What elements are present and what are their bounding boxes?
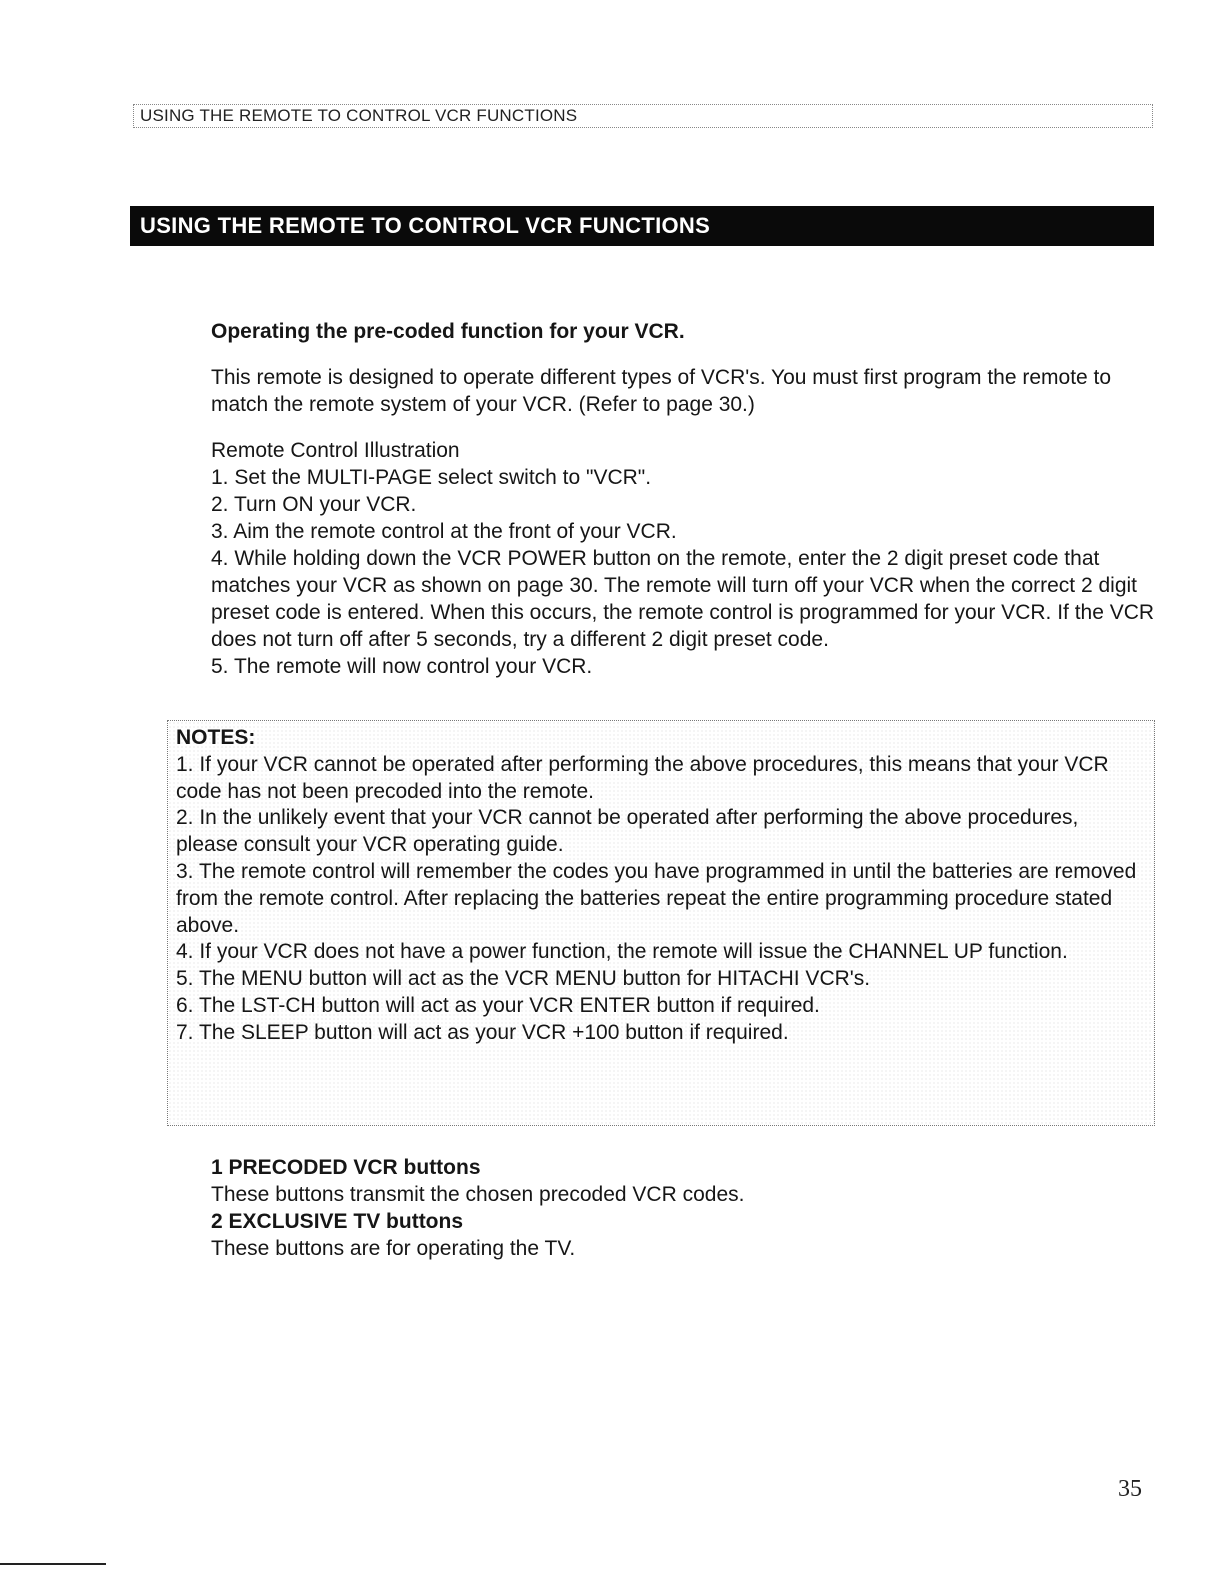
buttons-section <box>211 1154 1161 1262</box>
notes-box <box>167 720 1155 1126</box>
note-item: 1. If your VCR cannot be operated after performing the above procedures, this means that your VCR code has not been precoded into the remote. <box>176 752 1109 803</box>
note-item: 2. In the unlikely event that your VCR cannot be operated after performing the above procedures, please consult your VCR operating guide. <box>176 806 1079 857</box>
step-item: 2. Turn ON your VCR. <box>211 493 417 516</box>
subheading: Operating the pre-coded function for your VCR. <box>211 320 685 343</box>
note-item: 3. The remote control will remember the codes you have programmed in until the batteries are removed from the remote control. After replacing the batteries repeat the entire programming procedure stated above. <box>176 859 1137 937</box>
step-item: 3. Aim the remote control at the front of your VCR. <box>211 520 677 543</box>
note-item: 4. If your VCR does not have a power function, the remote will issue the CHANNEL UP function. <box>176 940 1068 964</box>
step-item: 4. While holding down the VCR POWER button on the remote, enter the 2 digit preset code that matches your VCR as shown on page 30. The remote will turn off your VCR when the correct 2 digit preset code is entered. When this occurs, the remote control is programmed for your VCR. If the VCR does not turn off after 5 seconds, try a different 2 digit preset code. <box>211 547 1155 651</box>
bottom-rule <box>0 1563 106 1565</box>
section-banner: USING THE REMOTE TO CONTROL VCR FUNCTIONS <box>130 206 1154 246</box>
intro-paragraph: This remote is designed to operate different types of VCR's. You must first program the remote to match the remote system of your VCR. (Refer to page 30.) <box>211 366 1112 416</box>
note-item: 5. The MENU button will act as the VCR MENU button for HITACHI VCR's. <box>176 967 871 991</box>
notes-title: NOTES: <box>176 726 256 749</box>
steps-caption: Remote Control Illustration <box>211 439 460 462</box>
step-item: 1. Set the MULTI-PAGE select switch to "VCR". <box>211 466 652 489</box>
precoded-vcr-buttons-description: These buttons transmit the chosen precoded VCR codes. <box>211 1183 745 1206</box>
note-item: 7. The SLEEP button will act as your VCR +100 button if required. <box>176 1020 789 1044</box>
exclusive-tv-buttons-description: These buttons are for operating the TV. <box>211 1237 576 1260</box>
note-item: 6. The LST-CH button will act as your VCR ENTER button if required. <box>176 993 820 1017</box>
precoded-vcr-buttons-heading: 1 PRECODED VCR buttons <box>211 1156 481 1179</box>
running-header: USING THE REMOTE TO CONTROL VCR FUNCTIONS <box>133 104 1153 128</box>
steps-list <box>211 437 1161 680</box>
exclusive-tv-buttons-heading: 2 EXCLUSIVE TV buttons <box>211 1210 464 1233</box>
page-number: 35 <box>1118 1476 1142 1502</box>
step-item: 5. The remote will now control your VCR. <box>211 655 593 678</box>
